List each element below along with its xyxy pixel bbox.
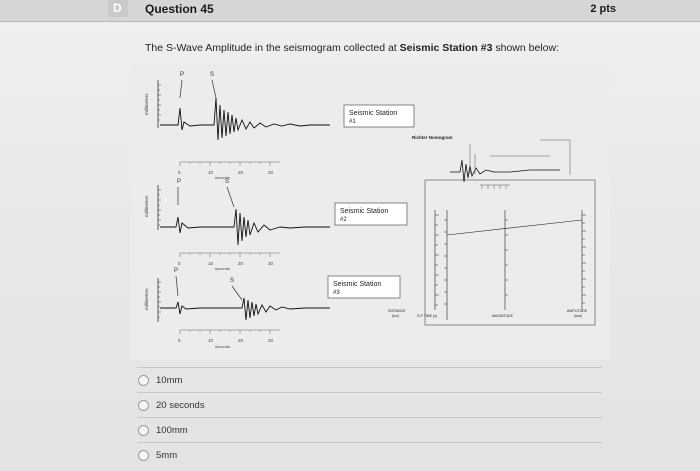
answer-option-20-seconds[interactable] <box>137 392 602 417</box>
answer-label[interactable]: 5mm <box>156 449 178 461</box>
x-tick-10: 10 <box>208 338 214 343</box>
x-tick-30: 30 <box>268 338 274 343</box>
station-2-number: #2 <box>340 217 347 223</box>
x-tick-20: 20 <box>238 338 244 343</box>
station-1-name: Seismic Station <box>349 110 398 117</box>
x-axis-label: seconds <box>215 266 230 271</box>
radio-button[interactable] <box>138 375 149 386</box>
question-header <box>0 0 700 22</box>
distance-unit-label: (km) <box>392 314 399 318</box>
question-prompt <box>145 42 559 54</box>
answer-option-100mm[interactable] <box>137 417 602 442</box>
y-axis-label: millimeters <box>144 93 149 115</box>
x-tick-20: 20 <box>238 261 244 266</box>
question-points: 2 pts <box>590 3 616 15</box>
x-tick-10: 10 <box>208 170 214 175</box>
prompt-text-after: shown below: <box>492 42 559 54</box>
nomogram-title: Richter Nomogram <box>412 135 453 140</box>
p-wave-label: P <box>174 268 179 274</box>
x-tick-0: 0 <box>178 261 181 266</box>
answer-label[interactable]: 100mm <box>156 424 188 436</box>
prompt-text-before: The S-Wave Amplitude in the seismogram collected at <box>145 42 400 54</box>
station-1-number: #1 <box>349 119 356 125</box>
prompt-station-bold: Seismic Station #3 <box>399 42 493 54</box>
s-wave-label: S <box>210 72 215 78</box>
y-axis-label: millimeters <box>144 288 149 310</box>
answer-option-5mm[interactable] <box>137 442 602 467</box>
flag-letter: D <box>113 1 122 15</box>
seismogram-figure <box>130 60 610 360</box>
x-tick-10: 10 <box>208 261 214 266</box>
answer-label[interactable]: 10mm <box>156 374 183 386</box>
x-tick-20: 20 <box>238 170 244 175</box>
distance-label: DISTANCE <box>388 309 406 313</box>
station-3-number: #3 <box>333 290 340 296</box>
sp-time-label: S-P TIME (s) <box>417 314 438 318</box>
x-tick-0: 0 <box>178 338 181 343</box>
station-3-name: Seismic Station <box>333 281 382 288</box>
answer-list <box>137 367 602 467</box>
x-axis-label: seconds <box>215 175 230 180</box>
x-axis-label: seconds <box>215 344 230 349</box>
radio-button[interactable] <box>138 450 149 461</box>
x-tick-30: 30 <box>268 261 274 266</box>
answer-label[interactable]: 20 seconds <box>156 399 205 411</box>
station-2-name: Seismic Station <box>340 208 389 215</box>
s-wave-label: S <box>230 278 235 284</box>
radio-button[interactable] <box>138 400 149 411</box>
p-wave-label: P <box>180 72 185 78</box>
p-wave-label: P <box>177 179 182 185</box>
magnitude-label: MAGNITUDE <box>492 314 513 318</box>
answer-option-10mm[interactable] <box>137 367 602 392</box>
x-tick-0: 0 <box>178 170 181 175</box>
amplitude-label: AMPLITUDE <box>567 309 588 313</box>
radio-button[interactable] <box>138 425 149 436</box>
y-axis-label: millimeters <box>144 195 149 217</box>
amplitude-unit-label: (mm) <box>574 314 583 318</box>
question-title: Question 45 <box>145 2 214 16</box>
s-wave-label: S <box>225 179 230 185</box>
x-tick-30: 30 <box>268 170 274 175</box>
